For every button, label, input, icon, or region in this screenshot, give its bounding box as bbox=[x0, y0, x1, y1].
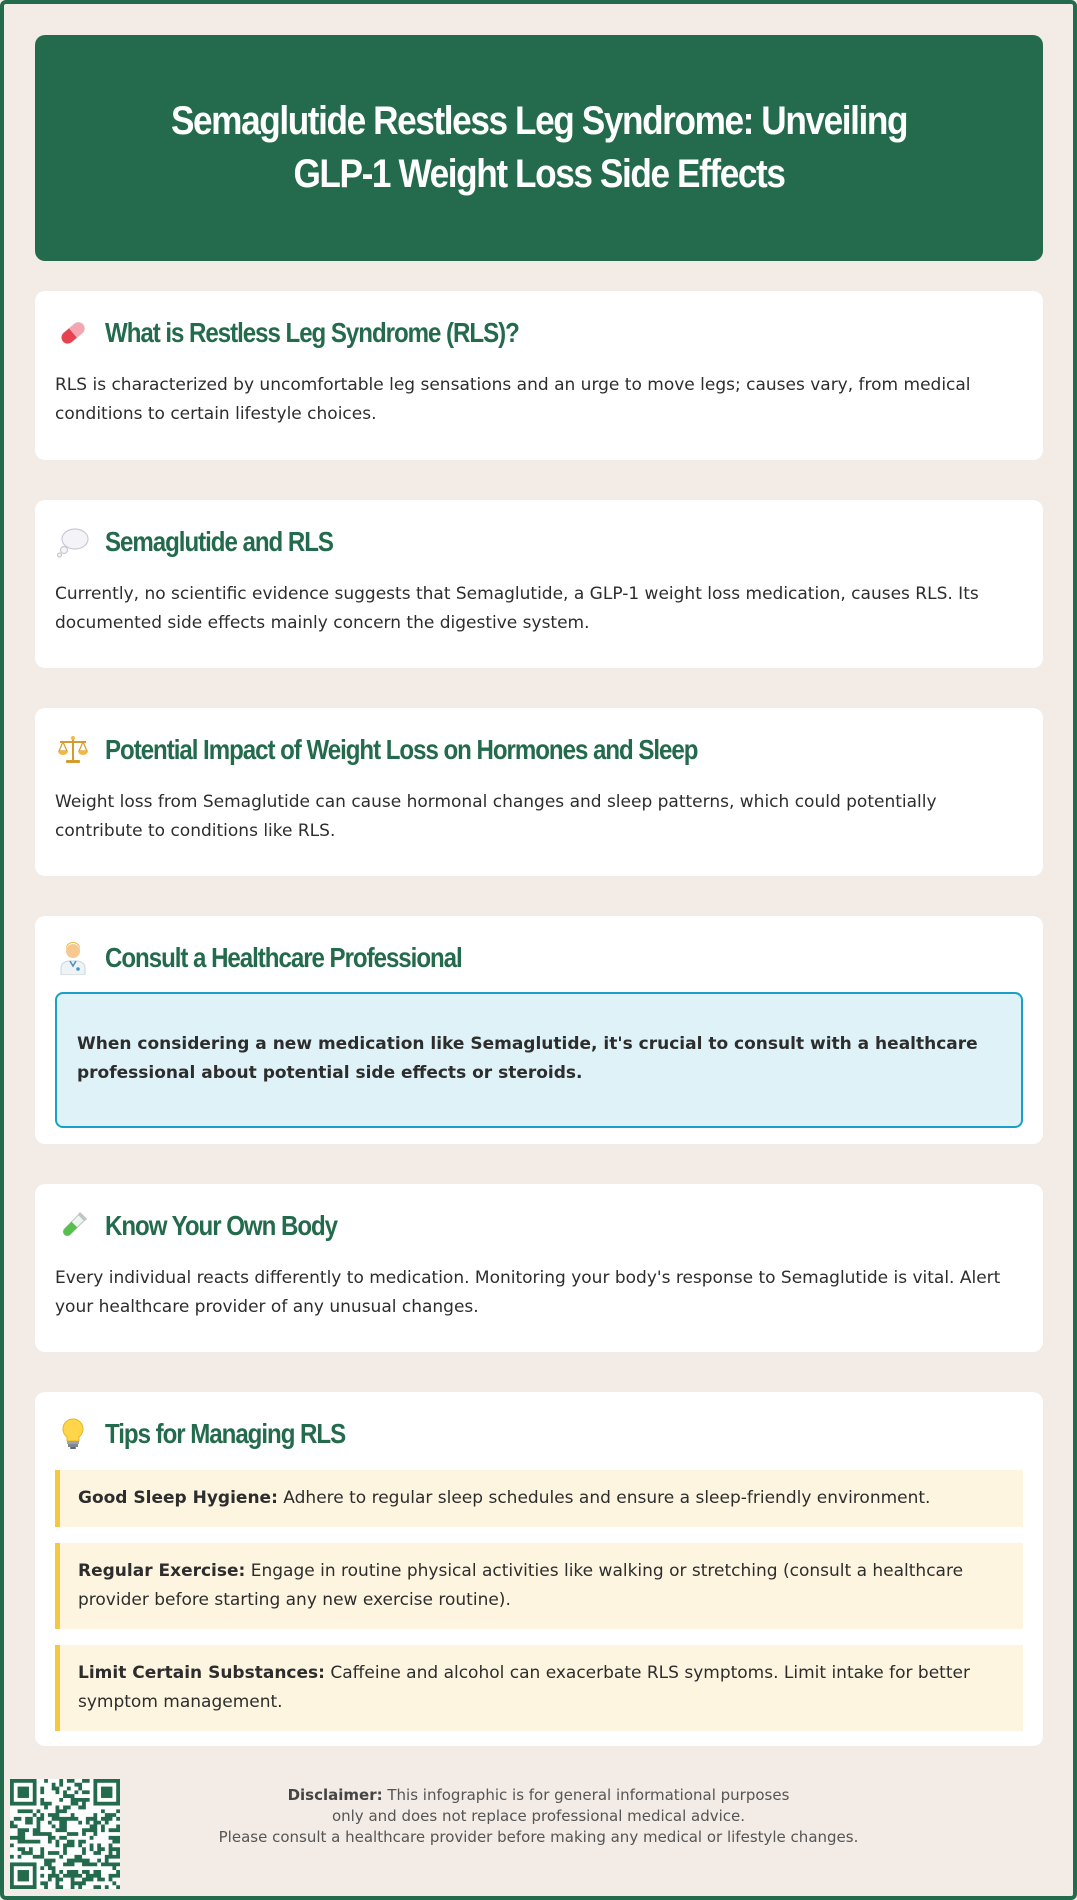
section-know-your-body bbox=[35, 1184, 1043, 1352]
section-heading: Tips for Managing RLS bbox=[55, 1414, 1023, 1454]
section-weight-loss-impact bbox=[35, 708, 1043, 876]
section-heading: Semaglutide and RLS bbox=[55, 522, 1023, 562]
section-heading: Potential Impact of Weight Loss on Hormones and Sleep bbox=[55, 730, 1023, 770]
section-text: RLS is characterized by uncomfortable leg sensations and an urge to move legs; causes vary, from medical conditions to certain lifestyle choices. bbox=[55, 375, 971, 424]
thought-bubble-icon bbox=[55, 524, 91, 560]
consult-callout: When considering a new medication like Semaglutide, it's crucial to consult with a healthcare professional about potential side effects or steroids. bbox=[55, 992, 1023, 1128]
section-heading: Know Your Own Body bbox=[55, 1206, 1023, 1246]
page-header bbox=[35, 35, 1043, 261]
section-text: Weight loss from Semaglutide can cause hormonal changes and sleep patterns, which could potentially contribute to conditions like RLS. bbox=[55, 792, 937, 841]
section-consult-professional bbox=[35, 916, 1043, 1144]
scales-icon bbox=[55, 732, 91, 768]
section-tips bbox=[35, 1392, 1043, 1746]
tip-item: Limit Certain Substances: Caffeine and alcohol can exacerbate RLS symptoms. Limit intake for better symptom management. bbox=[55, 1645, 1023, 1731]
health-worker-icon bbox=[55, 940, 91, 976]
page-title: Semaglutide Restless Leg Syndrome: Unveiling GLP-1 Weight Loss Side Effects bbox=[170, 99, 908, 196]
disclaimer: Disclaimer: This infographic is for general informational purposes only and does not replace professional medical advice. Please consult a healthcare provider before making any medical or lifestyle changes. bbox=[218, 1786, 859, 1846]
section-semaglutide-and-rls bbox=[35, 500, 1043, 668]
pill-icon bbox=[55, 315, 91, 351]
section-text: Currently, no scientific evidence suggests that Semaglutide, a GLP-1 weight loss medication, causes RLS. Its documented side effects mainly concern the digestive system. bbox=[55, 584, 979, 633]
section-heading: Consult a Healthcare Professional bbox=[55, 938, 1023, 978]
section-heading: What is Restless Leg Syndrome (RLS)? bbox=[55, 313, 1023, 353]
test-tube-icon bbox=[55, 1208, 91, 1244]
tip-item: Regular Exercise: Engage in routine physical activities like walking or stretching (consult a healthcare provider before starting any new exercise routine). bbox=[55, 1543, 1023, 1629]
section-what-is-rls bbox=[35, 291, 1043, 460]
section-text: Every individual reacts differently to medication. Monitoring your body's response to Semaglutide is vital. Alert your healthcare provider of any unusual changes. bbox=[55, 1268, 1001, 1317]
tip-item: Good Sleep Hygiene: Adhere to regular sleep schedules and ensure a sleep-friendly environment. bbox=[55, 1470, 1023, 1527]
light-bulb-icon bbox=[55, 1416, 91, 1452]
